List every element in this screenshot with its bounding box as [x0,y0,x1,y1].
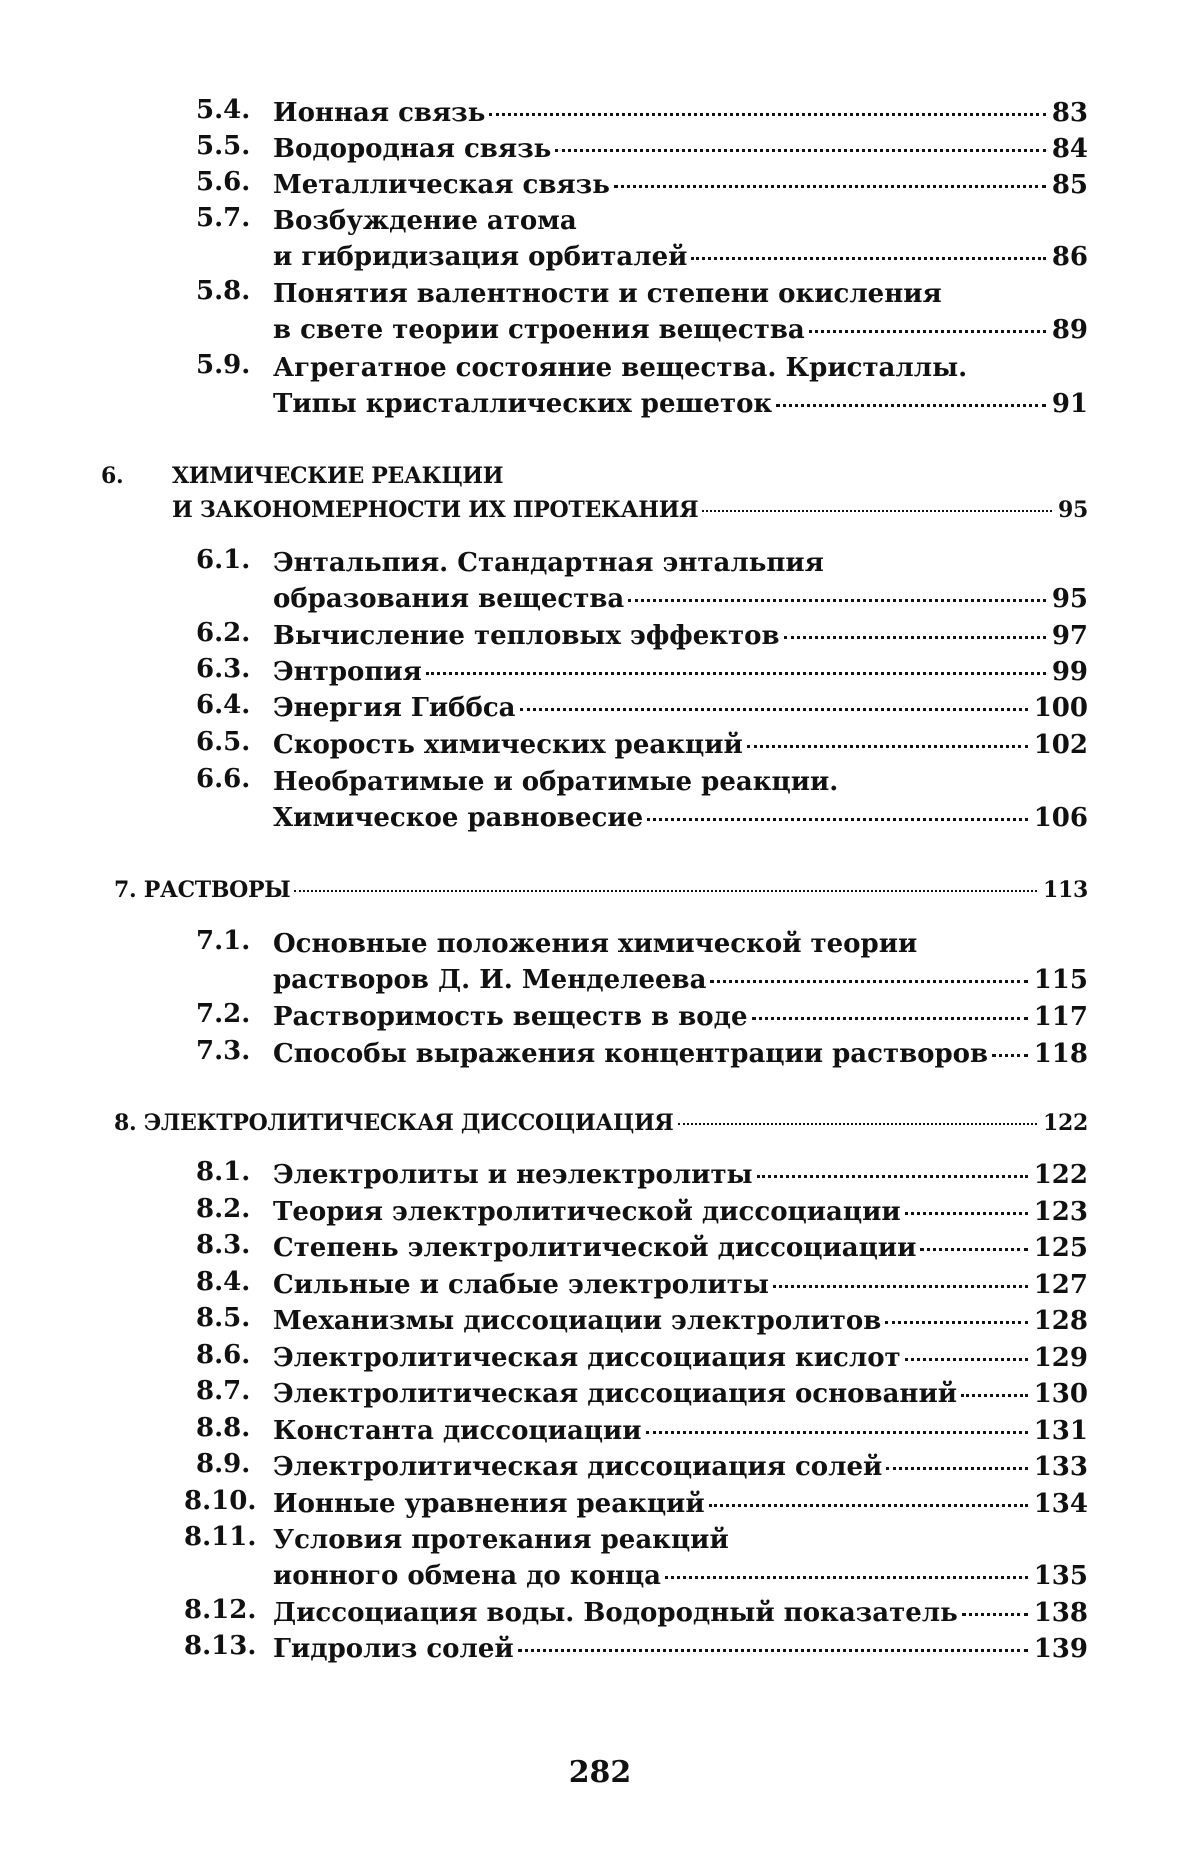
section-number: 8.9. [196,1449,251,1479]
section-number: 5.9. [196,350,251,380]
section-title: Энтропия [273,657,422,687]
dot-leader [784,636,1046,639]
section-title: Растворимость веществ в воде [273,1002,748,1032]
section-number: 8.4. [196,1267,251,1297]
dot-leader [665,1576,1028,1579]
section-title: Константа диссоциации [273,1416,642,1446]
dot-leader [294,890,1037,892]
dot-leader [489,113,1045,116]
chapter-title-line-1: ХИМИЧЕСКИЕ РЕАКЦИИ [172,463,504,489]
section-number: 6.5. [196,727,251,757]
dot-leader [773,1285,1028,1288]
page-number: 122 [1033,1160,1088,1190]
dot-leader [614,185,1046,188]
section-title-line-1: Энтальпия. Стандартная энтальпия [273,548,824,578]
section-title: Скорость химических реакций [273,730,743,760]
section-number: 8.10. [184,1486,257,1516]
section-number: 8.11. [184,1522,257,1552]
section-number: 8.8. [196,1413,251,1443]
section-number: 5.4. [196,95,251,125]
section-number: 5.8. [196,276,251,306]
dot-leader [678,1123,1037,1125]
section-number: 6.4. [196,690,251,720]
page-number: 134 [1033,1489,1088,1519]
section-number: 8.13. [184,1631,257,1661]
dot-leader [691,257,1045,260]
dot-leader [752,1017,1028,1020]
dot-leader [757,1175,1028,1178]
page-number: 123 [1033,1197,1088,1227]
section-number: 8.7. [196,1376,251,1406]
section-number: 8.5. [196,1303,251,1333]
section-title: Сильные и слабые электролиты [273,1270,769,1300]
section-number: 8.6. [196,1340,251,1370]
section-title: Энергия Гиббса [273,693,516,723]
dot-leader [647,818,1028,821]
dot-leader [710,980,1027,983]
page-number: 91 [1051,389,1088,419]
dot-leader [992,1054,1028,1057]
page-number: 85 [1051,170,1088,200]
section-title-line-1: Возбуждение атома [273,206,577,236]
dot-leader [886,1467,1027,1470]
section-title-line-1: Основные положения химической теории [273,929,918,959]
section-title: Способы выражения концентрации растворов [273,1039,989,1069]
section-number: 8.1. [196,1157,251,1187]
dot-leader [905,1358,1028,1361]
section-number: 6.1. [196,545,251,575]
section-title-line-1: Необратимые и обратимые реакции. [273,767,839,797]
page-number: 131 [1033,1416,1088,1446]
page-number: 95 [1057,497,1088,523]
dot-leader [709,1504,1028,1507]
page-number: 95 [1051,584,1088,614]
section-title: Ионные уравнения реакций [273,1489,705,1519]
page-number: 122 [1042,1110,1088,1136]
section-number: 8.12. [184,1595,257,1625]
section-title: Степень электролитической диссоциации [273,1233,917,1263]
section-number: 8.3. [196,1230,251,1260]
section-number: 7.3. [196,1036,251,1066]
section-number: 7.1. [196,926,251,956]
section-number: 5.5. [196,131,251,161]
dot-leader [905,1212,1028,1215]
section-number: 6.2. [196,618,251,648]
section-title-line-2: ионного обмена до конца [273,1561,662,1591]
page-number: 125 [1033,1233,1088,1263]
dot-leader [628,599,1046,602]
section-number: 5.6. [196,167,251,197]
section-number: 5.7. [196,203,251,233]
page-number: 135 [1033,1561,1088,1591]
page-number: 89 [1051,315,1088,345]
section-title-line-2: и гибридизация орбиталей [273,242,688,272]
dot-leader [702,510,1052,512]
chapter-number: 6. [101,463,124,489]
section-title: Вычисление тепловых эффектов [273,621,780,651]
page-number: 129 [1033,1343,1088,1373]
section-title-line-2: образования вещества [273,584,625,614]
page-number: 127 [1033,1270,1088,1300]
section-number: 6.3. [196,654,251,684]
section-title: Механизмы диссоциации электролитов [273,1306,882,1336]
dot-leader [961,1394,1028,1397]
page-number: 113 [1042,877,1088,903]
page-number: 117 [1033,1002,1088,1032]
page-number: 83 [1051,98,1088,128]
page-number: 84 [1051,134,1088,164]
page-number: 102 [1033,730,1088,760]
page-number: 139 [1033,1634,1088,1664]
section-title-line-2: Типы кристаллических решеток [273,389,773,419]
page-number: 86 [1051,242,1088,272]
section-title: Теория электролитической диссоциации [273,1197,901,1227]
section-title-line-1: Агрегатное состояние вещества. Кристаллы. [273,353,968,383]
dot-leader [962,1613,1028,1616]
page-number: 133 [1033,1452,1088,1482]
page-number: 118 [1033,1039,1088,1069]
section-title-line-2: растворов Д. И. Менделеева [273,965,707,995]
section-title: Электролитическая диссоциация солей [273,1452,883,1482]
chapter-title-line-2: И ЗАКОНОМЕРНОСТИ ИХ ПРОТЕКАНИЯ [172,497,699,523]
dot-leader [426,672,1046,675]
dot-leader [920,1248,1027,1251]
dot-leader [809,330,1046,333]
dot-leader [776,404,1046,407]
dot-leader [646,1431,1028,1434]
section-title-line-1: Понятия валентности и степени окисления [273,279,942,309]
page-number: 99 [1051,657,1088,687]
dot-leader [885,1321,1027,1324]
dot-leader [747,745,1028,748]
section-title: Электролитическая диссоциация оснований [273,1379,958,1409]
page-number: 128 [1033,1306,1088,1336]
dot-leader [518,1649,1028,1652]
section-title: Металлическая связь [273,170,610,200]
page-number: 115 [1033,965,1088,995]
section-number: 8.2. [196,1194,251,1224]
section-number: 6.6. [196,764,251,794]
section-title-line-1: Условия протекания реакций [273,1525,729,1555]
section-title: Водородная связь [273,134,552,164]
section-title: Электролиты и неэлектролиты [273,1160,753,1190]
section-number: 7.2. [196,999,251,1029]
page-number: 106 [1033,803,1088,833]
page-number: 100 [1033,693,1088,723]
section-title: Электролитическая диссоциация кислот [273,1343,901,1373]
page-number: 97 [1051,621,1088,651]
dot-leader [520,708,1028,711]
chapter-title: 8. ЭЛЕКТРОЛИТИЧЕСКАЯ ДИССОЦИАЦИЯ [114,1110,674,1136]
page-number: 130 [1033,1379,1088,1409]
section-title: Диссоциация воды. Водородный показатель [273,1598,958,1628]
dot-leader [555,149,1045,152]
section-title: Гидролиз солей [273,1634,514,1664]
section-title-line-2: Химическое равновесие [273,803,644,833]
section-title-line-2: в свете теории строения вещества [273,315,805,345]
page-number: 138 [1033,1598,1088,1628]
chapter-title: 7. РАСТВОРЫ [114,877,291,903]
section-title: Ионная связь [273,98,486,128]
footer-page-number: 282 [568,1755,632,1790]
